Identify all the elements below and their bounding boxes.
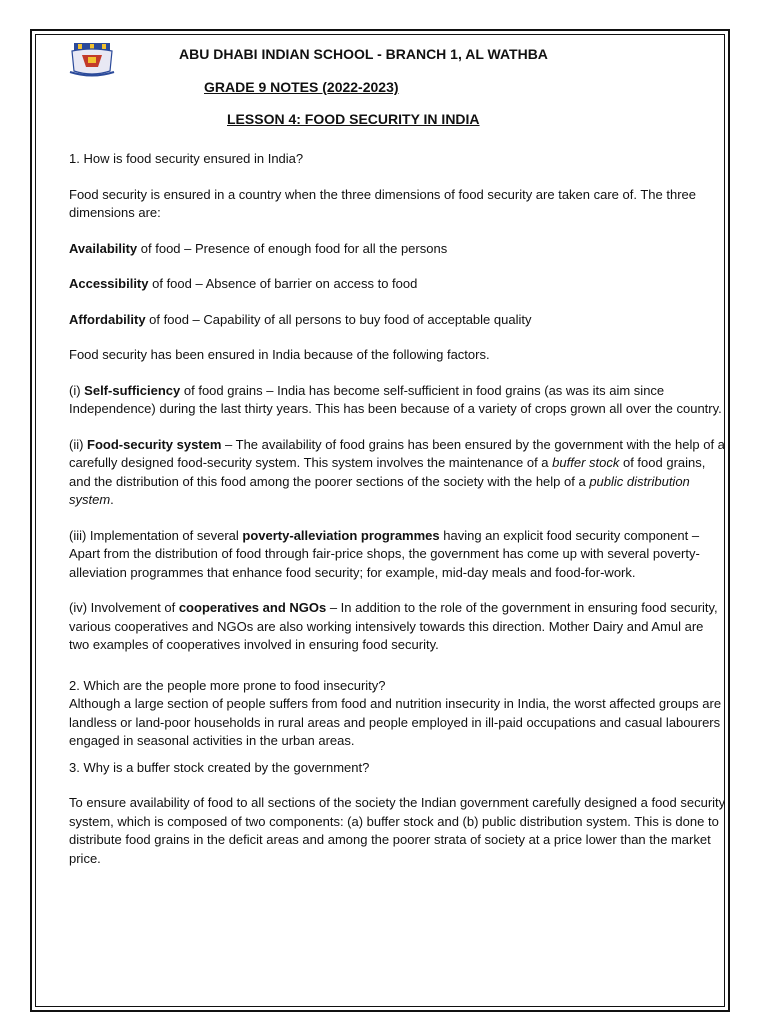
factor-3-prefix: (iii) Implementation of several (69, 527, 243, 543)
factors-intro: Food security has been ensured in India because of the following factors. (69, 347, 490, 362)
factor-4-text: – In addition to the role of the government in ensuring food security, various cooperatives and NGOs are also working intensively towards this direction. Mother Dairy and Amul are two examples of cooperatives involved in ensuring food security. (69, 600, 718, 652)
term-accessibility: Accessibility (69, 276, 149, 291)
dimension-accessibility (69, 275, 727, 294)
availability-text: of food – Presence of enough food for all the persons (137, 240, 448, 256)
grade-title: GRADE 9 NOTES (2022-2023) (204, 79, 399, 95)
factor-2-text-b: of food grains, and the distribution of this food among the poorer sections of the society with the help of a (69, 455, 706, 489)
question-1: 1. How is food security ensured in India? (69, 151, 304, 166)
factor-4-term: cooperatives and NGOs (178, 600, 327, 615)
factor-2-italic-b: public distribution system (69, 473, 690, 507)
factor-3-text: having an explicit food security component – Apart from the distribution of food through fair-price shops, the government has come up with several poverty-alleviation programmes that enhance food security; for example, mid-day meals and food-for-work. (69, 527, 700, 580)
accessibility-text: of food – Absence of barrier on access to food (148, 276, 418, 291)
factor-3-term: poverty-alleviation programmes (242, 527, 440, 543)
term-affordability: Affordability (69, 311, 146, 327)
factor-1-prefix: (i) (69, 382, 85, 398)
dimension-availability (69, 240, 727, 259)
answer-3: To ensure availability of food to all sections of the society the Indian government carefully designed a food security system, which is composed of two components: (a) buffer stock and (b) public distribution system. This is done to distribute food grains in the deficit areas and among the poorer strata of society at a price lower than the market price. (69, 795, 726, 866)
school-name: ABU DHABI INDIAN SCHOOL - BRANCH 1, AL WATHBA (179, 46, 548, 62)
factor-2-term: Food-security system (87, 436, 222, 452)
factor-2-text-a: – The availability of food grains has been ensured by the government with the help of a carefully designed food-security system. This system involves the maintenance of a (69, 436, 725, 470)
notes-body (69, 150, 727, 868)
affordability-text: of food – Capability of all persons to buy food of acceptable quality (145, 311, 532, 327)
q1-intro: Food security is ensured in a country when the three dimensions of food security are taken care of. The three dimensions are: (69, 186, 696, 220)
factor-4 (69, 599, 727, 655)
question-2: 2. Which are the people more prone to food insecurity? (69, 677, 386, 693)
dimension-affordability (69, 311, 727, 330)
factor-2-text-c: . (110, 492, 114, 507)
factor-1 (69, 382, 727, 419)
term-availability: Availability (69, 240, 138, 256)
factor-3 (69, 527, 727, 583)
factor-1-term: Self-sufficiency (84, 382, 181, 398)
question-3: 3. Why is a buffer stock created by the government? (69, 759, 370, 775)
factor-2-prefix: (ii) (69, 436, 88, 452)
lesson-title: LESSON 4: FOOD SECURITY IN INDIA (227, 111, 480, 127)
factor-2-italic-a: buffer stock (552, 455, 620, 470)
school-crest-icon (68, 41, 116, 77)
factor-2 (69, 436, 727, 510)
factor-1-text: of food grains – India has become self-sufficient in food grains (as was its aim since Independence) during the last thirty years. This has been because of a variety of crops grown all over the country. (69, 382, 722, 416)
answer-2: Although a large section of people suffers from food and nutrition insecurity in India, the worst affected groups are landless or land-poor households in rural areas and people employed in ill-paid occupations and casual labourers engaged in seasonal activities in the urban areas. (69, 696, 722, 748)
factor-4-prefix: (iv) Involvement of (69, 600, 179, 615)
